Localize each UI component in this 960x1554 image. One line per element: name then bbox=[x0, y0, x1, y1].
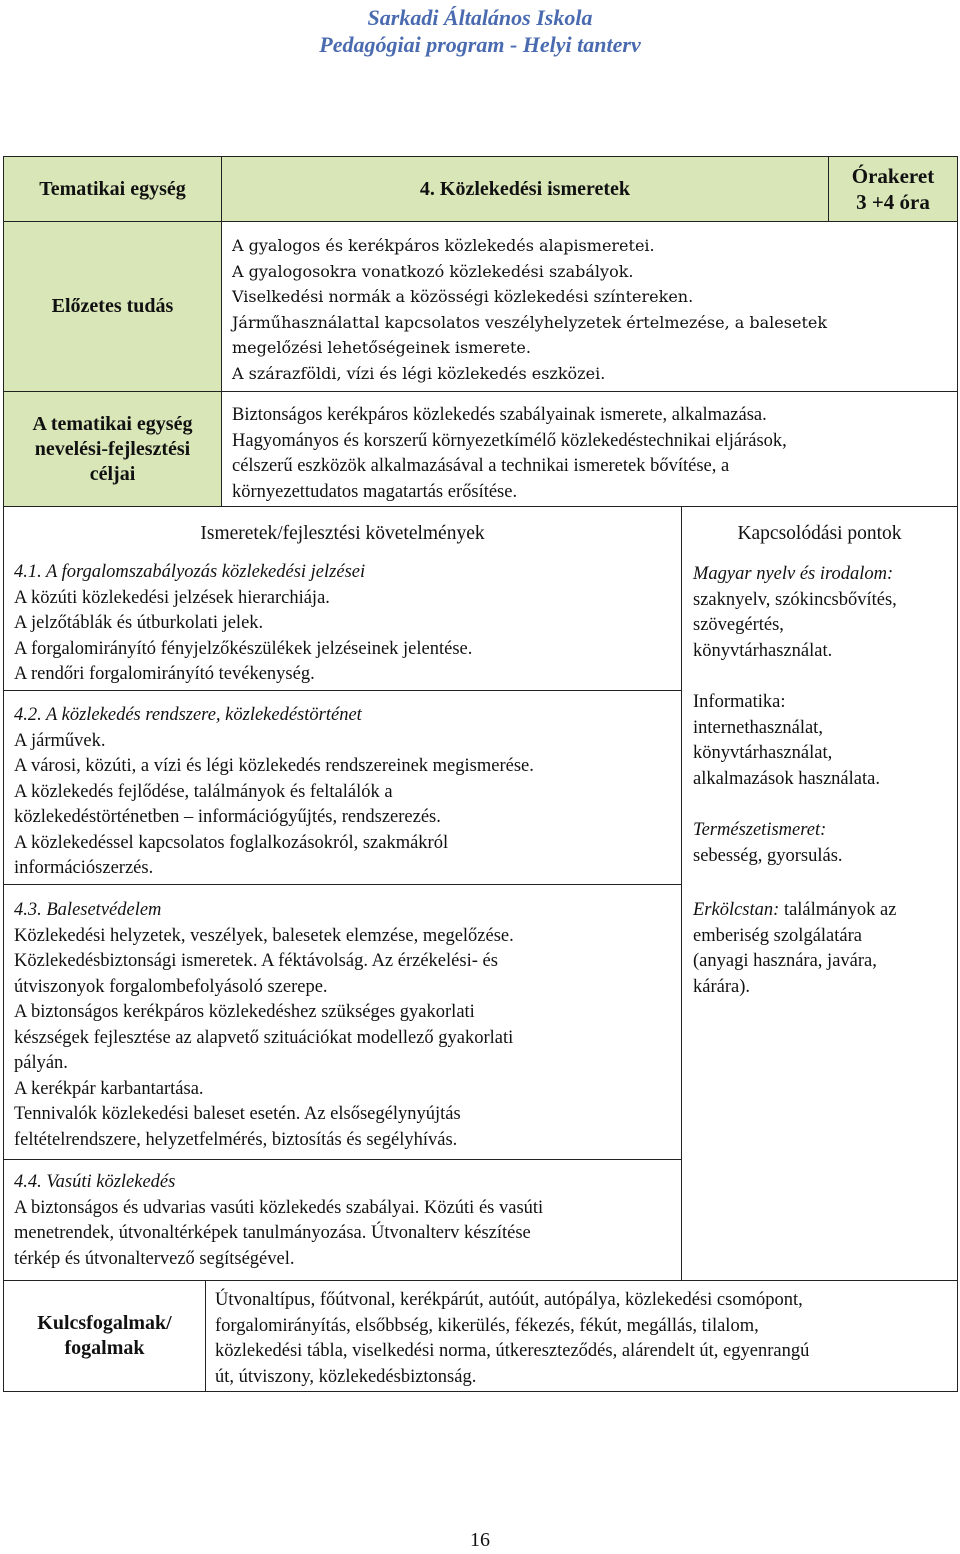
connection-ethics bbox=[693, 898, 896, 1000]
keywords-line: forgalomirányítás, elsőbbség, kikerülés, fékezés, fékút, megállás, tilalom, bbox=[215, 1315, 759, 1336]
school-name: Sarkadi Általános Iskola bbox=[367, 5, 593, 30]
connection-subject: Természetismeret: bbox=[693, 820, 827, 840]
document-title: Pedagógiai program - Helyi tanterv bbox=[319, 32, 641, 57]
keywords-label-line: Kulcsfogalmak/ bbox=[37, 1312, 172, 1334]
section-line: Közlekedési helyzetek, veszélyek, balesetek elemzése, megelőzése. bbox=[14, 925, 514, 946]
connection-line: szaknyelv, szókincsbővítés, bbox=[693, 589, 897, 610]
keywords-line: út, útviszony, közlekedésbiztonság. bbox=[215, 1366, 477, 1387]
keywords-label-line: fogalmak bbox=[64, 1337, 145, 1359]
unit-label-cell bbox=[3, 156, 222, 222]
section-title: 4.3. Balesetvédelem bbox=[14, 900, 162, 920]
connections-column-header: Kapcsolódási pontok bbox=[737, 523, 902, 544]
connection-line: (anyagi hasznára, javára, bbox=[693, 951, 877, 971]
section-divider bbox=[3, 1159, 682, 1160]
section-line: menetrendek, útvonaltérképek tanulmányozása. Útvonalterv készítése bbox=[14, 1223, 531, 1243]
connection-line: kárára). bbox=[693, 976, 750, 997]
unit-title-cell bbox=[221, 156, 829, 222]
connection-line: könyvtárhasználat. bbox=[693, 640, 833, 661]
section-line: Tennivalók közlekedési baleset esetén. Az elsősegélynyújtás bbox=[14, 1104, 461, 1124]
keywords-label-cell bbox=[3, 1280, 206, 1392]
prior-line: A szárazföldi, vízi és légi közlekedés eszközei. bbox=[232, 363, 606, 383]
goals-label-cell bbox=[3, 391, 222, 507]
connection-line: találmányok az bbox=[779, 900, 897, 920]
keywords-content bbox=[205, 1280, 958, 1392]
section-4-4 bbox=[14, 1170, 543, 1272]
section-divider bbox=[3, 690, 682, 691]
section-line: A közlekedéssel kapcsolatos foglalkozásokról, szakmákról bbox=[14, 832, 449, 853]
section-4-3 bbox=[14, 898, 514, 1153]
prior-line: megelőzési lehetőségeinek ismerete. bbox=[232, 338, 531, 357]
section-line: A jelzőtáblák és útburkolati jelek. bbox=[14, 613, 264, 633]
connection-line: szövegértés, bbox=[693, 615, 784, 635]
hours-cell bbox=[828, 156, 958, 222]
unit-title: 4. Közlekedési ismeretek bbox=[419, 177, 631, 200]
goals-label-line: céljai bbox=[89, 462, 136, 485]
connection-science bbox=[693, 818, 843, 869]
hours-label: Órakeret bbox=[851, 164, 935, 188]
column-divider bbox=[681, 506, 682, 1281]
connection-informatics bbox=[693, 690, 880, 792]
goals-line: Hagyományos és korszerű környezetkímélő közlekedéstechnikai eljárások, bbox=[232, 430, 787, 451]
section-line: térkép és útvonaltervező segítségével. bbox=[14, 1248, 295, 1269]
connection-line: sebesség, gyorsulás. bbox=[693, 845, 843, 866]
goals-label-line: A tematikai egység bbox=[32, 412, 193, 435]
section-4-1 bbox=[14, 560, 472, 688]
keywords-line: közlekedési tábla, viselkedési norma, útkereszteződés, alárendelt út, egyenrangú bbox=[215, 1341, 810, 1361]
section-line: közlekedéstörténetben – információgyűjtés, rendszerezés. bbox=[14, 807, 441, 827]
goals-line: környezettudatos magatartás erősítése. bbox=[232, 481, 518, 502]
connection-line: alkalmazások használata. bbox=[693, 768, 880, 789]
prior-knowledge-label-cell bbox=[3, 221, 222, 392]
section-line: feltételrendszere, helyzetfelmérés, biztosítás és segélyhívás. bbox=[14, 1129, 458, 1150]
section-line: A rendőri forgalomirányító tevékenység. bbox=[14, 664, 315, 684]
connection-line: internethasználat, bbox=[693, 717, 823, 738]
connection-hungarian bbox=[693, 562, 897, 664]
connection-subject: Informatika: bbox=[693, 692, 786, 712]
prior-knowledge-label: Előzetes tudás bbox=[51, 295, 174, 317]
section-line: A közúti közlekedési jelzések hierarchiája. bbox=[14, 587, 330, 608]
prior-knowledge-content bbox=[221, 221, 958, 392]
prior-line: A gyalogosokra vonatkozó közlekedési szabályok. bbox=[232, 261, 634, 281]
section-line: A kerékpár karbantartása. bbox=[14, 1078, 204, 1099]
section-title: 4.4. Vasúti közlekedés bbox=[14, 1172, 176, 1192]
requirements-column-header: Ismeretek/fejlesztési követelmények bbox=[200, 523, 485, 544]
goals-line: célszerű eszközök alkalmazásával a technikai ismeretek bővítése, a bbox=[232, 456, 730, 476]
hours-value: 3 +4 óra bbox=[856, 190, 930, 214]
section-line: A biztonságos kerékpáros közlekedéshez szükséges gyakorlati bbox=[14, 1002, 475, 1022]
section-divider bbox=[3, 884, 682, 885]
section-line: pályán. bbox=[14, 1053, 68, 1073]
section-line: útviszonyok forgalombefolyásoló szerepe. bbox=[14, 976, 328, 997]
goals-content bbox=[221, 391, 958, 507]
section-line: információszerzés. bbox=[14, 858, 154, 878]
goals-label-line: nevelési-fejlesztési bbox=[34, 437, 191, 460]
section-line: A városi, közúti, a vízi és légi közlekedés rendszereinek megismerése. bbox=[14, 756, 534, 776]
section-title: 4.2. A közlekedés rendszere, közlekedéstörténet bbox=[14, 705, 362, 725]
section-line: Közlekedésbiztonsági ismeretek. A féktávolság. Az érzékelési- és bbox=[14, 951, 498, 971]
connection-subject: Erkölcstan: bbox=[693, 900, 780, 920]
prior-line: Viselkedési normák a közösségi közlekedési színtereken. bbox=[232, 287, 694, 306]
connection-subject: Magyar nyelv és irodalom: bbox=[693, 564, 894, 584]
keywords-line: Útvonaltípus, főútvonal, kerékpárút, autóút, autópálya, közlekedési csomópont, bbox=[215, 1290, 803, 1310]
section-line: A közlekedés fejlődése, találmányok és feltalálók a bbox=[14, 781, 393, 802]
section-4-2 bbox=[14, 703, 534, 882]
connection-line: emberiség szolgálatára bbox=[693, 925, 862, 946]
section-line: A járművek. bbox=[14, 730, 106, 751]
page-number: 16 bbox=[470, 1529, 490, 1551]
prior-line: Járműhasználattal kapcsolatos veszélyhelyzetek értelmezése, a balesetek bbox=[232, 312, 828, 332]
prior-line: A gyalogos és kerékpáros közlekedés alapismeretei. bbox=[232, 236, 655, 255]
section-line: A forgalomirányító fényjelzőkészülékek jelzéseinek jelentése. bbox=[14, 638, 473, 659]
section-line: A biztonságos és udvarias vasúti közlekedés szabályai. Közúti és vasúti bbox=[14, 1197, 544, 1218]
section-title: 4.1. A forgalomszabályozás közlekedési jelzései bbox=[14, 562, 366, 582]
section-line: készségek fejlesztése az alapvető szituációkat modellező gyakorlati bbox=[14, 1027, 514, 1048]
unit-label: Tematikai egység bbox=[39, 177, 186, 200]
connection-line: könyvtárhasználat, bbox=[693, 743, 833, 763]
goals-line: Biztonságos kerékpáros közlekedés szabályainak ismerete, alkalmazása. bbox=[232, 405, 767, 425]
